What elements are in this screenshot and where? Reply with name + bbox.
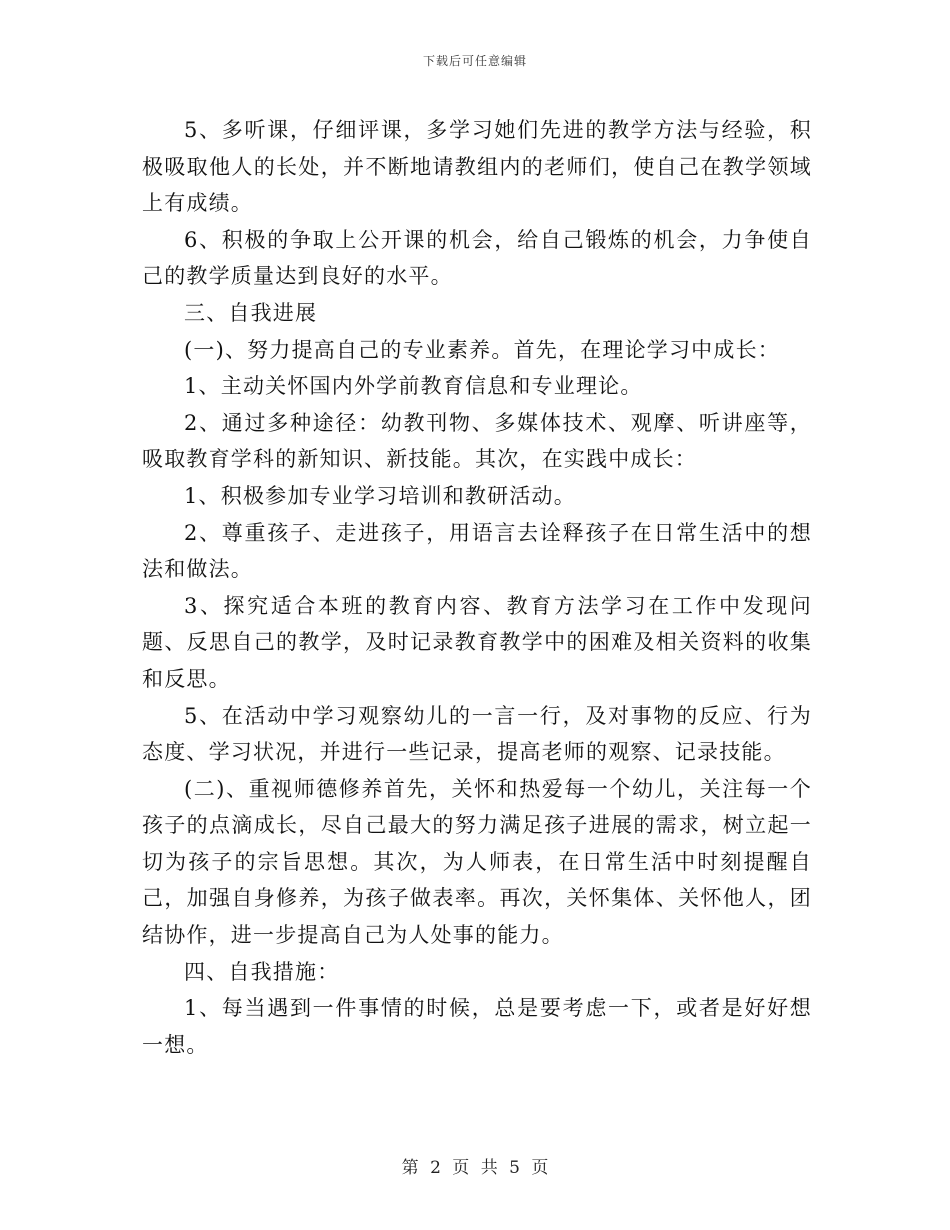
subsection-heading-professional-quality: (一)、努力提高自己的专业素养。首先，在理论学习中成长： bbox=[184, 337, 780, 362]
paragraph-item-6-open-class: 6、积极的争取上公开课的机会，给自己锻炼的机会，力争使自己的教学质量达到良好的水平。 bbox=[142, 227, 812, 289]
paragraph-practice-item-5: 5、在活动中学习观察幼儿的一言一行，及对事物的反应、行为态度、学习状况，并进行一些记录，提高老师的观察、记录技能。 bbox=[142, 703, 812, 765]
paragraph-practice-item-3: 3、探究适合本班的教育内容、教育方法学习在工作中发现问题、反思自己的教学，及时记录教育教学中的困难及相关资料的收集和反思。 bbox=[142, 593, 812, 691]
document-body bbox=[142, 112, 812, 1063]
section-heading-self-measures: 四、自我措施： bbox=[184, 959, 340, 984]
paragraph-practice-item-2: 2、尊重孩子、走进孩子，用语言去诠释孩子在日常生活中的想法和做法。 bbox=[142, 520, 812, 582]
page-header: 下载后可任意编辑 bbox=[422, 54, 527, 68]
page-footer: 第 2 页 共 5 页 bbox=[401, 1158, 549, 1178]
paragraph-item-5-observe-lessons: 5、多听课，仔细评课，多学习她们先进的教学方法与经验，积极吸取他人的长处，并不断地请教组内的老师们，使自己在教学领域上有成绩。 bbox=[142, 118, 812, 216]
section-heading-self-development: 三、自我进展 bbox=[184, 300, 318, 325]
paragraph-theory-item-2: 2、通过多种途径：幼教刊物、多媒体技术、观摩、听讲座等，吸取教育学科的新知识、新技能。其次，在实践中成长： bbox=[142, 410, 812, 472]
paragraph-measures-item-1: 1、每当遇到一件事情的时候，总是要考虑一下，或者是好好想一想。 bbox=[142, 996, 812, 1057]
paragraph-theory-item-1: 1、主动关怀国内外学前教育信息和专业理论。 bbox=[184, 374, 643, 399]
paragraph-practice-item-1: 1、积极参加专业学习培训和教研活动。 bbox=[184, 483, 576, 508]
subsection-teacher-ethics: (二)、重视师德修养首先，关怀和热爱每一个幼儿，关注每一个孩子的点滴成长，尽自己最大的努力满足孩子进展的需求，树立起一切为孩子的宗旨思想。其次，为人师表，在日常生活中时刻提醒自己，加强自身修养，为孩子做表率。再次，关怀集体、关怀他人，团结协作，进一步提高自己为人处事的能力。 bbox=[142, 776, 812, 948]
